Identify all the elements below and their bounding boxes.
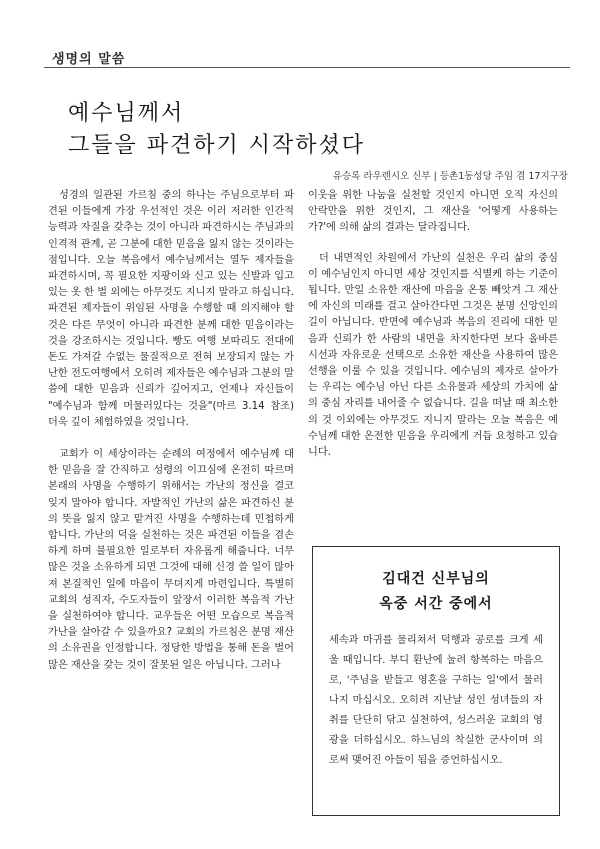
section-label: 생명의 말씀 [52, 52, 126, 67]
header-rule [44, 67, 570, 68]
sidebar-title-line2: 옥중 서간 중에서 [379, 596, 493, 612]
left-paragraph-1: 성경의 일관된 가르침 중의 하나는 주님으로부터 파견된 이들에게 가장 우선적인 것은 이러 저러한 인간적 능력과 자질을 갖추는 것이 아니라 파견하시는 주님과의 인격적 관계, 곧 그분에 대한 믿음을 잃지 않는 것이라는 점입니다. 오늘 복음에서 예수님께서는 열두 제자들을 파견하시며, 꼭 필요한 지팡이와 신고 있는 신발과 입고 있는 옷 한 벌 외에는 아무것도 지니지 말라고 하십니다. 파견된 제자들이 위임된 사명을 수행할 때 의지해야 할 것은 다른 무엇이 아니라 파견한 분께 대한 믿음이라는 것을 강조하시는 것입니다. 빵도 여행 보따리도 전대에 돈도 가져갈 수없는 물질적으로 전혀 보장되지 않는 가난한 전도여행에서 오히려 제자들은 예수님과 그분의 말씀에 대한 믿음과 신뢰가 깊어지고, 언제나 자신들이 "예수님과 함께 머물러있다는 것을"(마르 3.14 참조) 더욱 깊이 체험하였을 것입니다. [48, 190, 294, 428]
sidebar-body: 세속과 마귀를 물리쳐서 덕행과 공로를 크게 세울 때입니다. 부디 환난에 눌려 항복하는 마음으로, '주님을 받들고 영혼을 구하는 일'에서 물러나지 마십시오. 오히려 지난날 성인 성녀들의 자취를 단단히 닦고 실천하여, 성스러운 교회의 영광을 더하십시오. 하느님의 착실한 군사이며 의로써 맺어진 아들이 됨을 증언하십시오. [329, 635, 543, 766]
left-paragraph-2: 교회가 이 세상이라는 순례의 여정에서 예수님께 대한 믿음을 잘 간직하고 성령의 이끄심에 온전히 따르며 본래의 사명을 수행하기 위해서는 가난의 정신을 결코 잊지 말아야 합니다. 자발적인 가난의 삶은 파견하신 분의 뜻을 잃지 않고 맡겨진 사명을 수행하는데 민첩하게 합니다. 가난의 덕을 실천하는 것은 파견된 이들을 겸손하게 하며 불필요한 일로부터 자유롭게 해줍니다. 너무 많은 것을 소유하게 되면 그것에 대해 신경 쓸 일이 많아져 본질적인 일에 마음이 무뎌지게 마련입니다. 특별히 교회의 성직자, 수도자들이 앞장서 이러한 복음적 가난을 실천하여야 합니다. 교우들은 어떤 모습으로 복음적 가난을 살아갈 수 있을까요? 교회의 가르침은 분명 재산의 소유권을 인정합니다. 정당한 방법을 통해 돈을 벌어 많은 재산을 갖는 것이 잘못된 일은 아닙니다. 그러나 [48, 449, 294, 671]
article-title-line1: 예수님께서 [68, 101, 185, 126]
sidebar-box [312, 546, 560, 816]
byline: 유승록 라우렌시오 신부 | 등촌1동성당 주임 겸 17지구장 [332, 171, 568, 182]
right-paragraph-2: 더 내면적인 차원에서 가난의 실천은 우리 삶의 중심이 예수님인지 아니면 세상 것인지를 식별케 하는 기준이 됩니다. 만일 소유한 재산에 마음을 온통 빼앗겨 그 재산에 자신의 미래를 걸고 살아간다면 그것은 분명 신앙인의 길이 아닙니다. 반면에 예수님과 복음의 진리에 대한 믿음과 신뢰가 한 사람의 내면을 차지한다면 보다 올바른 시선과 자유로운 선택으로 소유한 재산을 사용하여 많은 선행을 이룰 수 있을 것입니다. 예수님의 제자로 살아가는 우리는 예수님 아닌 다른 소유물과 세상의 가치에 삶의 중심 자리를 내어줄 수 없습니다. 길을 떠날 때 최소한의 것 이외에는 아무것도 지니지 말라는 오늘 복음은 예수님께 대한 온전한 믿음을 우리에게 거듭 요청하고 있습니다. [308, 252, 558, 459]
right-column [308, 188, 558, 461]
right-paragraph-1: 이웃을 위한 나눔을 실천할 것인지 아니면 오직 자신의 안락만을 위한 것인지, 그 재산을 '어떻게 사용하는가?'에 의해 삶의 결과는 달라집니다. [308, 190, 558, 234]
sidebar-title-line1: 김대건 신부님의 [382, 571, 490, 587]
article-title-line2: 그들을 파견하기 시작하셨다 [68, 133, 366, 158]
left-column [48, 188, 294, 828]
